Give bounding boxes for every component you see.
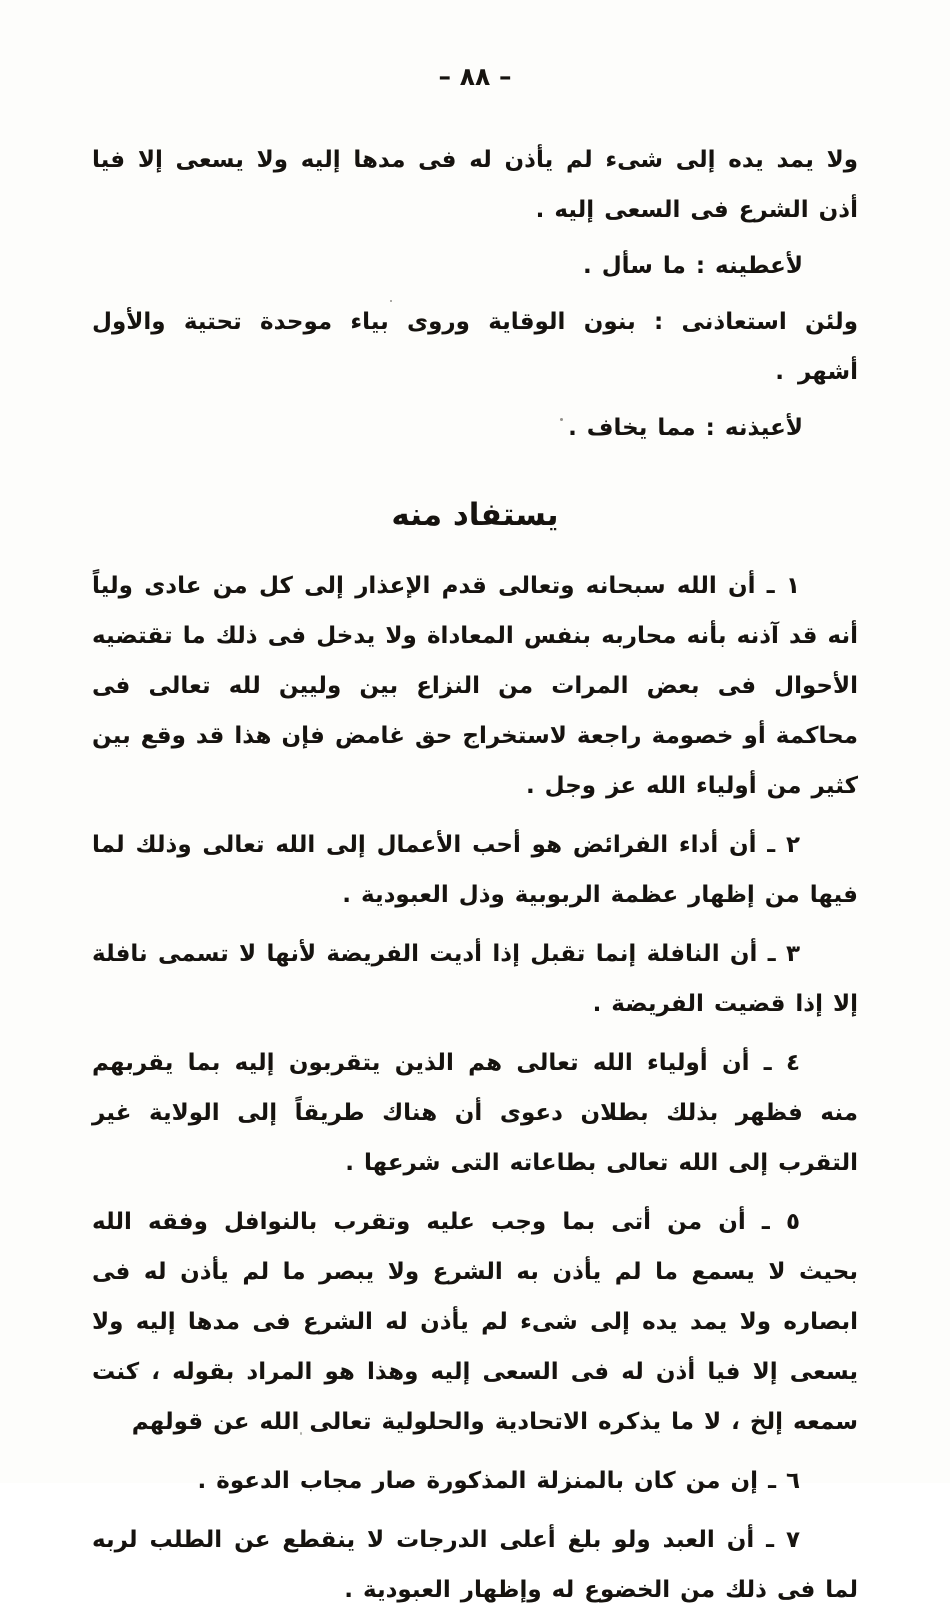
list-item-2: ٢ ـ أن أداء الفرائض هو أحب الأعمال إلى الله تعالى وذلك لما فيها من إظهار عظمة الربوبية وذل العبودية . xyxy=(92,832,858,908)
section-heading: يستفاد منه xyxy=(391,497,559,533)
list-item-7: ٧ ـ أن العبد ولو بلغ أعلى الدرجات لا ينقطع عن الطلب لربه لما فى ذلك من الخضوع له وإظهار العبودية . xyxy=(92,1527,858,1603)
intro-section xyxy=(92,135,858,453)
scan-speck xyxy=(135,1368,138,1370)
list-item-6: ٦ ـ إن من كان بالمنزلة المذكورة صار مجاب الدعوة . xyxy=(197,1468,800,1494)
list-item-5: ٥ ـ أن من أتى بما وجب عليه وتقرب بالنوافل وفقه الله بحيث لا يسمع ما لم يأذن به الشرع ولا يبصر ما لم يأذن له فى ابصاره ولا يمد يده إلى شىء لم يأذن له الشرع فى مدها إليه ولا يسعى إلا فيا أذن له فى السعى إليه وهذا هو المراد بقوله ، كنت سمعه إلخ ، لا ما يذكره الاتحادية والحلولية تعالى الله عن قولهم xyxy=(92,1209,858,1435)
scan-speck xyxy=(300,1432,302,1435)
paragraph-laoidhannahu: لأعيذنه : مما يخاف . xyxy=(568,415,803,441)
page-number: – ٨٨ – xyxy=(438,62,512,91)
benefits-list xyxy=(92,561,858,1615)
scan-speck xyxy=(560,418,563,421)
list-item-1: ١ ـ أن الله سبحانه وتعالى قدم الإعذار إلى كل من عادى ولياً أنه قد آذنه بأنه محاربه بنفس المعاداة ولا يدخل فى ذلك ما تقتضيه الأحوال فى بعض المرات من النزاع بين وليين لله تعالى فى محاكمة أو خصومة راجعة لاستخراج حق غامض فإن هذا قد وقع بين كثير من أولياء الله عز وجل . xyxy=(92,573,858,799)
paragraph-laotiyannahu: لأعطينه : ما سأل . xyxy=(582,253,803,279)
paragraph-walain-istaadhani: ولئن استعاذنى : بنون الوقاية وروى بياء موحدة تحتية والأول أشهر . xyxy=(92,309,858,385)
scan-speck xyxy=(390,300,392,302)
list-item-4: ٤ ـ أن أولياء الله تعالى هم الذين يتقربون إليه بما يقربهم منه فظهر بذلك بطلان دعوى أن هناك طريقاً إلى الولاية غير التقرب إلى الله تعالى بطاعاته التى شرعها . xyxy=(92,1050,858,1176)
paragraph-continuation: ولا يمد يده إلى شىء لم يأذن له فى مدها إليه ولا يسعى إلا فيا أذن الشرع فى السعى إليه . xyxy=(92,147,858,223)
list-item-3: ٣ ـ أن النافلة إنما تقبل إذا أديت الفريضة لأنها لا تسمى نافلة إلا إذا قضيت الفريضة . xyxy=(92,941,858,1017)
